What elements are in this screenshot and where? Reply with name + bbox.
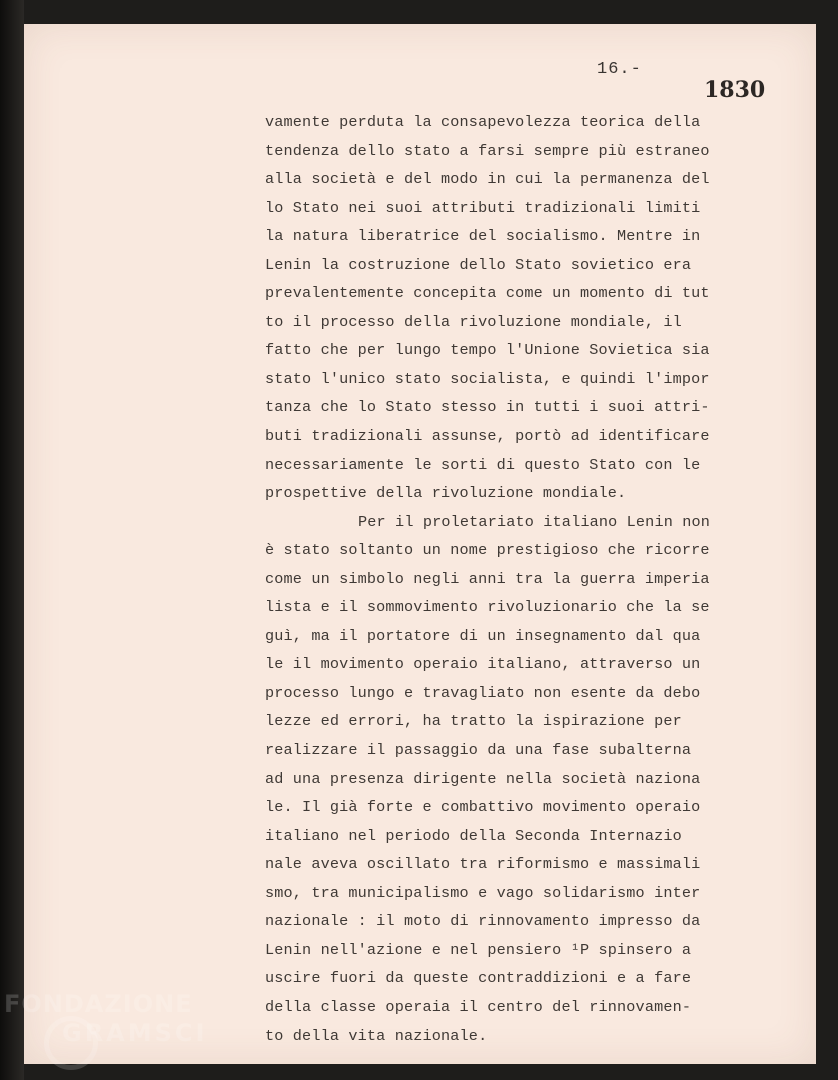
- text-line: come un simbolo negli anni tra la guerra imperia: [265, 569, 710, 588]
- text-line: uscire fuori da queste contraddizioni e a fare: [265, 969, 692, 988]
- text-line: lista e il sommovimento rivoluzionario che la se: [265, 598, 710, 617]
- text-line: to della vita nazionale.: [265, 1026, 488, 1045]
- body-text: [265, 108, 765, 1050]
- text-line: processo lungo e travagliato non esente da debo: [265, 683, 701, 702]
- text-line: tendenza dello stato a farsi sempre più estraneo: [265, 141, 710, 160]
- text-line: alla società e del modo in cui la permanenza del: [265, 170, 710, 189]
- text-line: prevalentemente concepita come un momento di tut: [265, 284, 710, 303]
- scan-dark-edge: [0, 0, 24, 1080]
- page-number: 16.-: [597, 60, 642, 79]
- fondazione-gramsci-watermark: [4, 990, 209, 1070]
- watermark-logo-icon: [44, 1016, 98, 1070]
- text-line: le. Il già forte e combattivo movimento operaio: [265, 798, 701, 817]
- text-line: nale aveva oscillato tra riformismo e massimali: [265, 855, 701, 874]
- text-line: fatto che per lungo tempo l'Unione Sovietica sia: [265, 341, 710, 360]
- paragraph-first-line: Per il proletariato italiano Lenin non: [358, 512, 711, 531]
- text-line: Lenin la costruzione dello Stato sovietico era: [265, 255, 692, 274]
- text-line: necessariamente le sorti di questo Stato con le: [265, 455, 701, 474]
- text-line: buti tradizionali assunse, portò ad identificare: [265, 427, 710, 446]
- text-line: lo Stato nei suoi attributi tradizionali limiti: [265, 198, 701, 217]
- text-line: stato l'unico stato socialista, e quindi l'impor: [265, 369, 710, 388]
- text-line: le il movimento operaio italiano, attraverso un: [265, 655, 701, 674]
- text-line: prospettive della rivoluzione mondiale.: [265, 484, 627, 503]
- text-line: la natura liberatrice del socialismo. Mentre in: [265, 227, 701, 246]
- text-line: della classe operaia il centro del rinnovamen-: [265, 997, 692, 1016]
- text-line: to il processo della rivoluzione mondiale, il: [265, 312, 682, 331]
- watermark-line-2: GRAMSCI: [62, 1019, 208, 1047]
- document-page: [24, 24, 816, 1064]
- text-line: è stato soltanto un nome prestigioso che ricorre: [265, 541, 710, 560]
- text-line: tanza che lo Stato stesso in tutti i suoi attri-: [265, 398, 710, 417]
- watermark-line-1: FONDAZIONE: [4, 990, 193, 1018]
- text-line: realizzare il passaggio da una fase subalterna: [265, 741, 692, 760]
- text-line: guì, ma il portatore di un insegnamento dal qua: [265, 626, 701, 645]
- text-line: italiano nel periodo della Seconda Internazio: [265, 826, 682, 845]
- archive-number: 1830: [704, 77, 766, 103]
- text-line: ad una presenza dirigente nella società naziona: [265, 769, 701, 788]
- text-line: vamente perduta la consapevolezza teorica della: [265, 113, 701, 131]
- text-line: smo, tra municipalismo e vago solidarismo inter: [265, 883, 701, 902]
- text-line: Lenin nell'azione e nel pensiero ¹P spinsero a: [265, 940, 692, 959]
- text-line: nazionale : il moto di rinnovamento impresso da: [265, 912, 701, 931]
- text-line: lezze ed errori, ha tratto la ispirazione per: [265, 712, 682, 731]
